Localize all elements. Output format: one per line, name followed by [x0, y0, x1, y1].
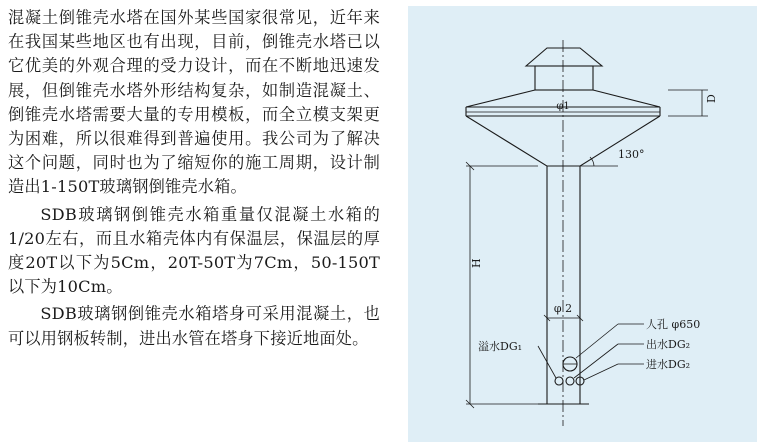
tower-height-label: H: [470, 258, 483, 268]
water-tower-drawing: [408, 6, 757, 442]
paragraph-weight: SDB玻璃钢倒锥壳水箱重量仅混凝土水箱的1/20左右，而且水箱壳体内有保温层，保温层的厚度20T以下为5Cm，20T-50T为7Cm，50-150T以下为10Cm。: [8, 204, 380, 297]
roof-vent: [535, 66, 593, 90]
outlet-label: 出水DG₂: [646, 338, 691, 351]
overflow-pipe: [555, 377, 563, 385]
paragraph-tower-body: SDB玻璃钢倒锥壳水箱塔身可采用混凝土，也可以用钢板转制，进出水管在塔身下接近地面处。: [8, 304, 380, 348]
manhole-label: 人孔 φ650: [646, 318, 701, 331]
diameter-phi2-label: φ 2: [553, 302, 573, 315]
description-text: [8, 6, 380, 354]
inlet-label: 进水DG₂: [646, 358, 691, 371]
paragraph-intro: 混凝土倒锥壳水塔在国外某些国家很常见，近年来在我国某些地区也有出现，目前，倒锥壳水塔已以它优美的外观合理的受力设计，而在不断地迅速发展，但倒锥壳水塔外形结构复杂，如制造混凝土、倒锥壳水塔需要大量的专用模板，而全立模支架更为困难，所以很难得到普遍使用。我公司为了解决这个问题，同时也为了缩短你的施工周期，设计制造出1-150T玻璃钢倒锥壳水箱。: [8, 8, 380, 197]
outlet-pipe: [566, 377, 574, 385]
cone-angle-label: 130°: [618, 148, 645, 161]
diameter-phi1-label: φ1: [556, 101, 570, 112]
overflow-label: 溢水DG₁: [478, 340, 523, 353]
height-d-label: D: [705, 94, 718, 103]
roof-cap: [526, 48, 602, 66]
water-tower-diagram: [408, 6, 757, 442]
